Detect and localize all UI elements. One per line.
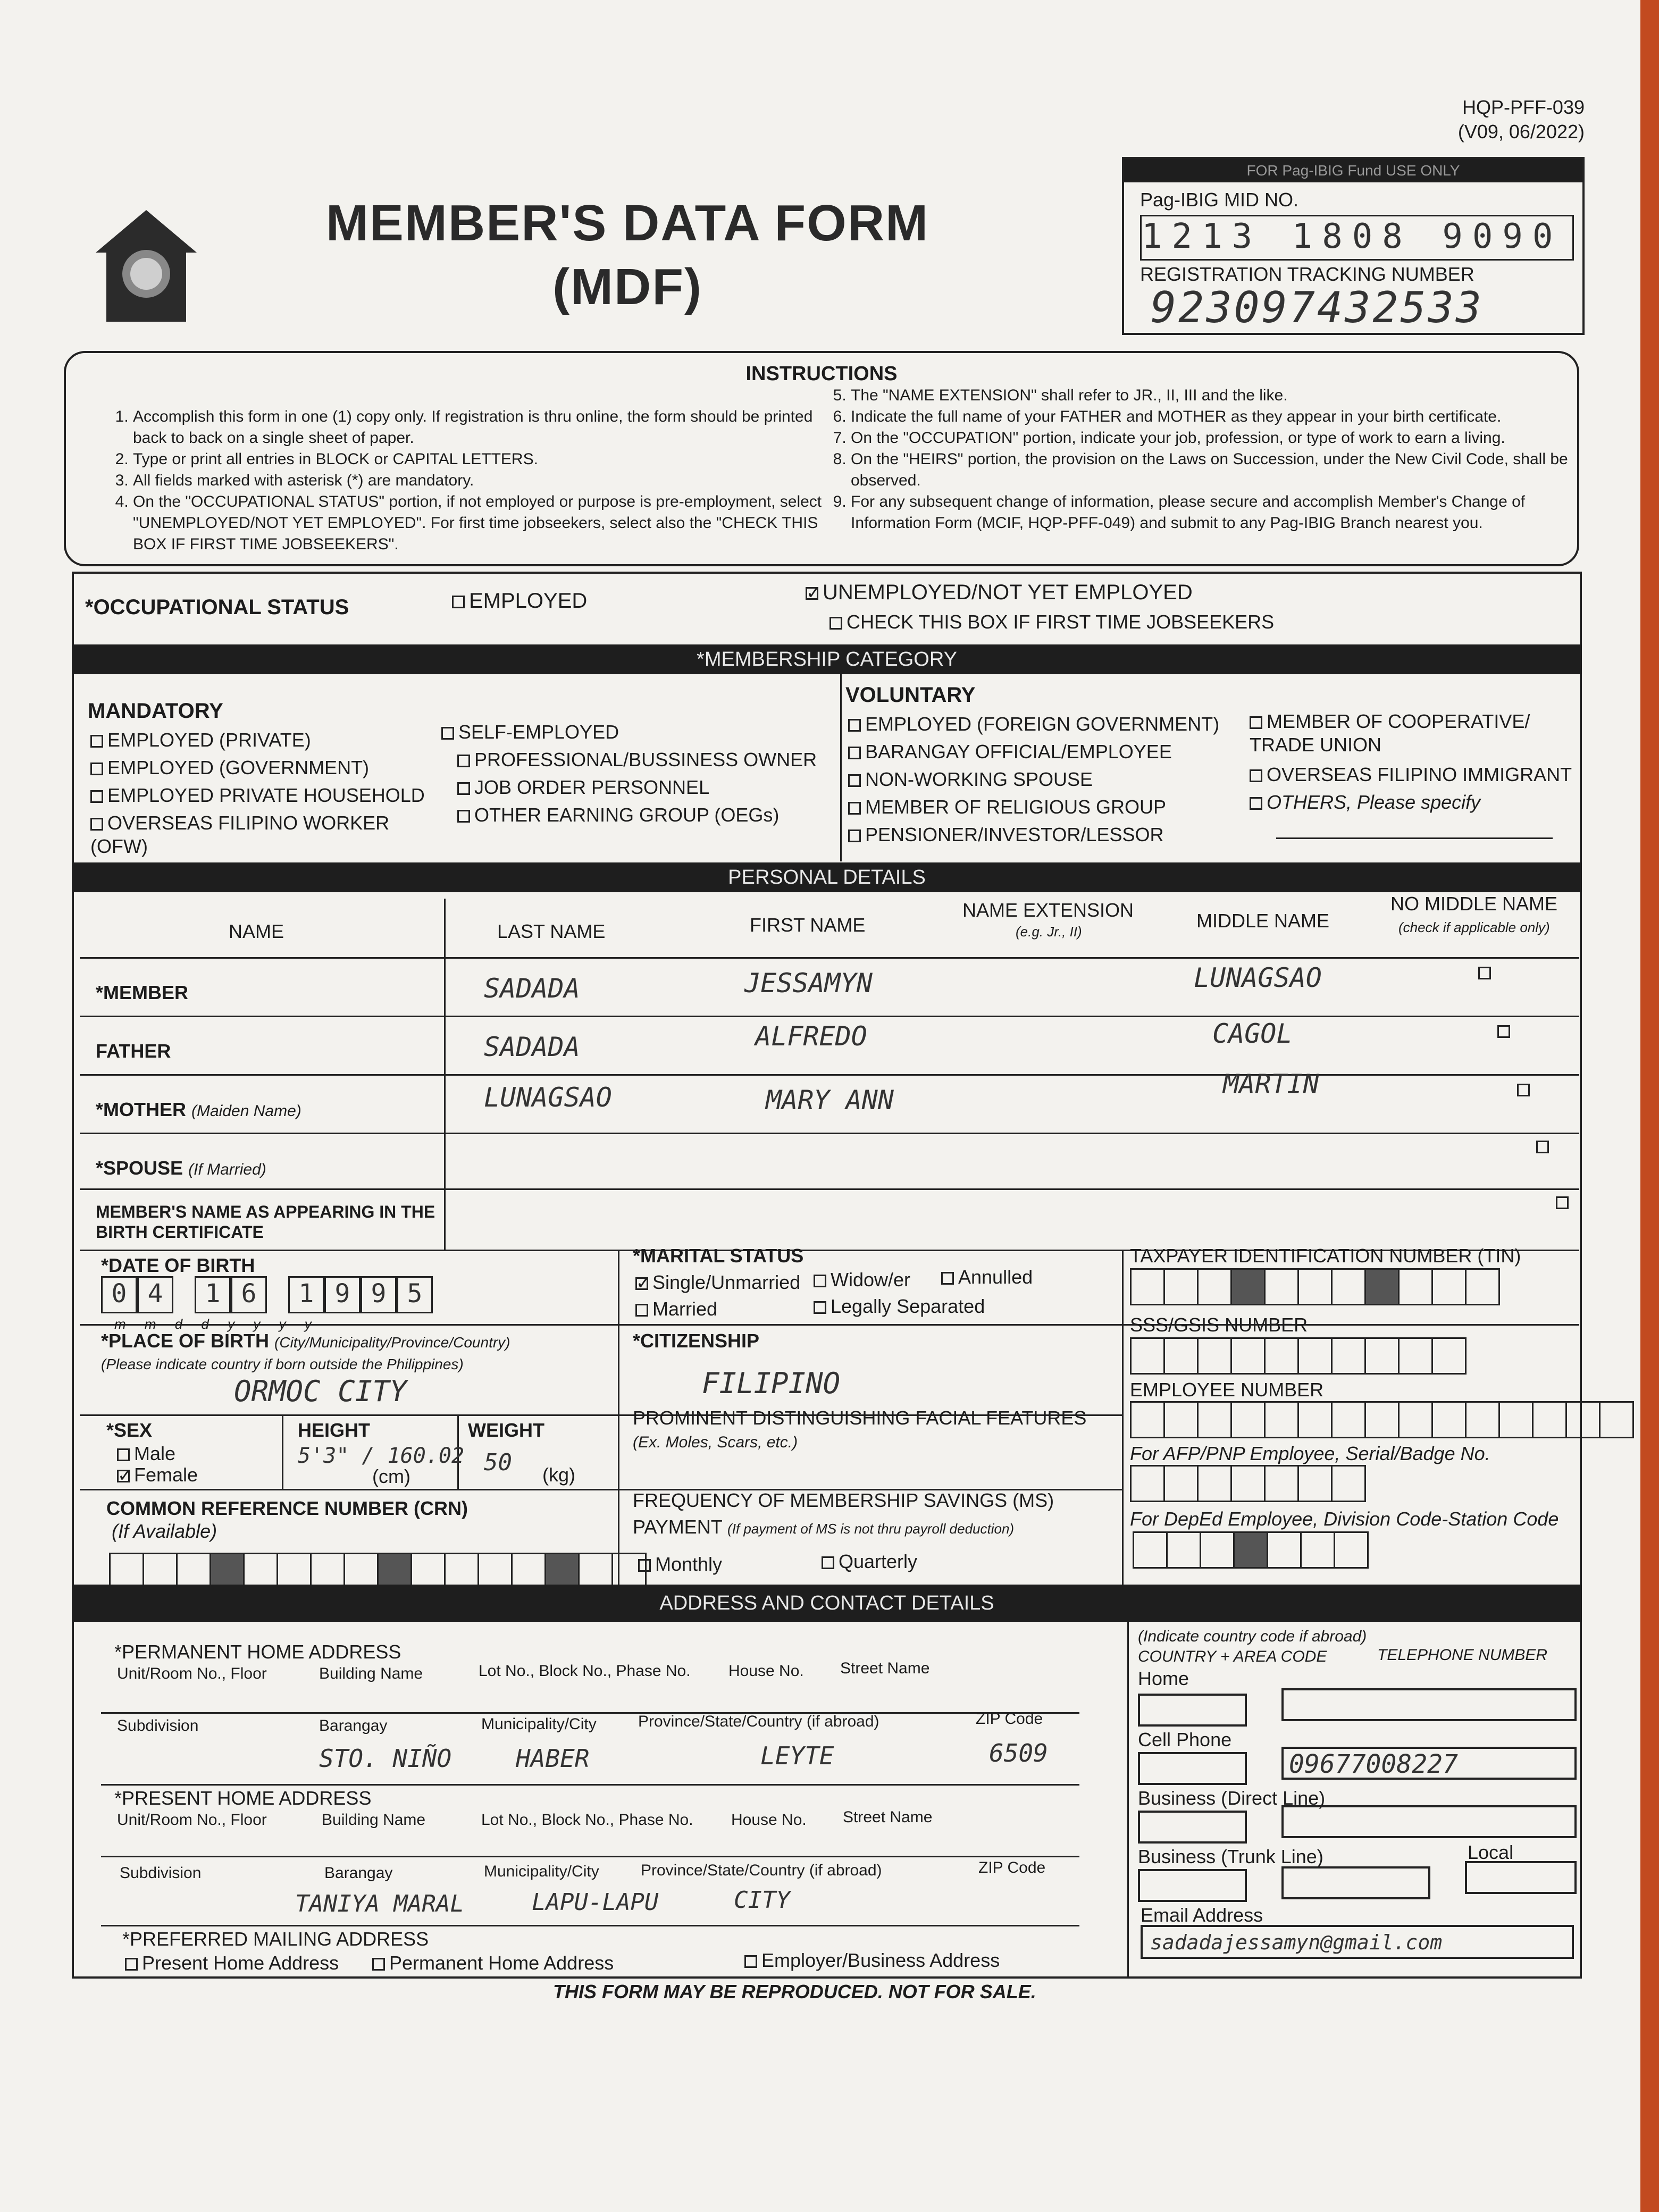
category-checkbox[interactable] (90, 818, 103, 831)
category-checkbox[interactable] (90, 763, 103, 775)
father-no-middle-checkbox[interactable] (1497, 1025, 1510, 1038)
category-option[interactable] (441, 803, 817, 831)
category-label: PROFESSIONAL/BUSSINESS OWNER (474, 749, 817, 770)
freq-hint: (If payment of MS is not thru payroll deduction) (727, 1521, 1015, 1537)
first-time-label: CHECK THIS BOX IF FIRST TIME JOBSEEKERS (847, 611, 1275, 633)
row-member-label: *MEMBER (96, 982, 189, 1003)
section-divider (1122, 1250, 1124, 1590)
rtn-label: REGISTRATION TRACKING NUMBER (1140, 263, 1474, 285)
member-no-middle-checkbox[interactable] (1478, 967, 1491, 979)
category-option[interactable] (848, 795, 1219, 823)
category-checkbox[interactable] (1250, 716, 1262, 729)
address-line (101, 1925, 1079, 1926)
voluntary-col2 (1250, 710, 1579, 818)
category-checkbox[interactable] (90, 735, 103, 748)
membership-divider (840, 674, 842, 861)
category-label: EMPLOYED (PRIVATE) (107, 729, 311, 751)
instruction-item: 7. On the "OCCUPATION" portion, indicate your job, profession, or type of work to earn a living. (851, 428, 1569, 449)
male-checkbox[interactable] (117, 1448, 130, 1461)
col-name: NAME (229, 920, 284, 942)
married-label: Married (652, 1298, 718, 1320)
spouse-no-middle-checkbox[interactable] (1536, 1141, 1549, 1153)
instruction-item: 3. All fields marked with asterisk (*) are mandatory. (133, 470, 824, 491)
crn-label: COMMON REFERENCE NUMBER (CRN) (106, 1497, 468, 1519)
category-option[interactable] (441, 720, 817, 748)
telephone-label: TELEPHONE NUMBER (1377, 1646, 1548, 1664)
pob-label-text: *PLACE OF BIRTH (101, 1330, 270, 1352)
mail-permanent-label: Permanent Home Address (389, 1952, 614, 1974)
address-line (101, 1784, 1079, 1786)
mail-present-label: Present Home Address (142, 1952, 339, 1974)
category-label: MEMBER OF RELIGIOUS GROUP (865, 796, 1167, 818)
instruction-item: 1. Accomplish this form in one (1) copy only. If registration is thru online, the form should be printed back to back on a single sheet of paper. (133, 406, 824, 449)
others-specify-line (1276, 837, 1553, 839)
mail-employer-label: Employer/Business Address (761, 1949, 1000, 1971)
perm-house-label: House No. (728, 1662, 804, 1680)
cell-label: Cell Phone (1138, 1729, 1232, 1750)
row-spouse-label (96, 1157, 266, 1182)
address-bar: ADDRESS AND CONTACT DETAILS (72, 1585, 1582, 1622)
category-checkbox[interactable] (848, 747, 861, 759)
pres-street-label: Street Name (843, 1808, 933, 1826)
pob-value: ORMOC CITY (234, 1375, 407, 1408)
row-father-label: FATHER (96, 1040, 171, 1062)
tin-boxes[interactable] (1130, 1268, 1498, 1305)
mail-permanent-checkbox[interactable] (372, 1958, 385, 1971)
category-label: EMPLOYED (GOVERNMENT) (107, 757, 370, 778)
freq-label2 (633, 1515, 1014, 1540)
mid-value: 1213 1808 9090 (1140, 215, 1574, 261)
mandatory-label: MANDATORY (88, 699, 223, 723)
perm-province-value: LEYTE (760, 1741, 834, 1770)
col-no-middle-hint: (check if applicable only) (1398, 919, 1550, 935)
category-option[interactable] (848, 740, 1219, 768)
quarterly-checkbox[interactable] (822, 1556, 834, 1569)
dob-digit[interactable]: 9 (361, 1276, 397, 1313)
pob-hint1: (City/Municipality/Province/Country) (274, 1334, 510, 1351)
category-option[interactable] (848, 713, 1219, 740)
name-row-line (80, 1133, 1579, 1134)
category-label: EMPLOYED (FOREIGN GOVERNMENT) (865, 713, 1220, 735)
contact-hint: (Indicate country code if abroad) (1138, 1628, 1367, 1645)
weight-unit: (kg) (542, 1464, 575, 1486)
category-checkbox[interactable] (848, 830, 861, 842)
col-middle-name: MIDDLE NAME (1196, 910, 1330, 932)
instructions-box (64, 351, 1579, 566)
country-area-label: COUNTRY + AREA CODE (1138, 1648, 1327, 1665)
male-label: Male (134, 1443, 176, 1464)
pres-municipality-label: Municipality/City (484, 1863, 599, 1880)
single-checkbox[interactable] (635, 1277, 648, 1290)
category-checkbox[interactable] (1250, 769, 1262, 782)
category-option[interactable] (441, 776, 817, 803)
email-input[interactable]: sadadajessamyn@gmail.com (1141, 1925, 1574, 1959)
employee-number-label: EMPLOYEE NUMBER (1130, 1379, 1324, 1401)
instructions-left-list (114, 406, 824, 555)
email-label: Email Address (1141, 1904, 1263, 1926)
pres-province-label: Province/State/Country (if abroad) (641, 1862, 882, 1879)
unemployed-label: UNEMPLOYED/NOT YET EMPLOYED (823, 581, 1193, 604)
sex-label: *SEX (106, 1419, 153, 1441)
category-label: OVERSEAS FILIPINO IMMIGRANT (1267, 764, 1572, 785)
category-label: PENSIONER/INVESTOR/LESSOR (865, 824, 1164, 845)
category-option[interactable] (90, 728, 425, 756)
instruction-item: 8. On the "HEIRS" portion, the provision on the Laws on Succession, under the New Civil Code, shall be observed. (851, 449, 1569, 491)
mail-employer-checkbox[interactable] (744, 1955, 757, 1968)
perm-barangay-label: Barangay (319, 1717, 388, 1735)
perm-barangay-value: STO. NIÑO (319, 1744, 452, 1773)
tin-label: TAXPAYER IDENTIFICATION NUMBER (TIN) (1130, 1245, 1521, 1267)
biz-direct-label: Business (Direct Line) (1138, 1787, 1326, 1809)
name-table (80, 893, 1579, 1250)
pob-hint2: (Please indicate country if born outside the Philippines) (101, 1356, 464, 1372)
widow-label: Widow/er (831, 1269, 911, 1291)
instruction-item: 9. For any subsequent change of information, please secure and accomplish Member's Change of Information Form (MCIF, HQP-PFF-049) and submit to any Pag-IBIG Branch nearest you. (851, 491, 1569, 534)
female-checkbox[interactable] (117, 1470, 130, 1482)
dob-digit[interactable]: 1 (288, 1276, 324, 1313)
category-checkbox[interactable] (1250, 797, 1262, 810)
first-time-checkbox[interactable] (830, 617, 842, 630)
form-version: (V09, 06/2022) (1457, 121, 1585, 143)
present-address-label: *PRESENT HOME ADDRESS (114, 1787, 372, 1809)
dob-digit[interactable]: 1 (195, 1276, 231, 1313)
perm-unit-label: Unit/Room No., Floor (117, 1665, 267, 1682)
category-option[interactable] (848, 823, 1219, 851)
pres-barangay-label: Barangay (324, 1864, 393, 1882)
category-label: OVERSEAS FILIPINO WORKER (OFW) (90, 812, 390, 857)
perm-zip-label: ZIP Code (976, 1710, 1043, 1728)
pres-province-value: CITY (734, 1887, 790, 1914)
weight-value: 50 (484, 1449, 512, 1476)
perm-street-label: Street Name (840, 1660, 930, 1677)
category-option[interactable] (1250, 710, 1579, 763)
category-checkbox[interactable] (441, 727, 454, 740)
annulled-option[interactable] (941, 1266, 1033, 1289)
spouse-label-hint: (If Married) (188, 1161, 266, 1178)
mother-label-text: *MOTHER (96, 1099, 186, 1120)
dob-digit[interactable]: 9 (324, 1276, 361, 1313)
pres-lot-label: Lot No., Block No., Phase No. (481, 1811, 693, 1829)
mother-no-middle-checkbox[interactable] (1517, 1084, 1530, 1096)
category-checkbox[interactable] (848, 719, 861, 732)
name-row-line (80, 1016, 1579, 1017)
perm-subdivision-label: Subdivision (117, 1717, 199, 1735)
height-value: 5'3" / 160.02 (298, 1444, 465, 1468)
membership-category-bar: *MEMBERSHIP CATEGORY (72, 644, 1582, 674)
address-line (101, 1856, 1079, 1857)
sss-boxes[interactable] (1130, 1337, 1465, 1375)
pres-barangay-value: TANIYA MARAL (295, 1890, 464, 1917)
category-checkbox[interactable] (457, 755, 470, 767)
citizenship-value: FILIPINO (702, 1367, 841, 1400)
category-checkbox[interactable] (848, 802, 861, 815)
cell-phone-input[interactable]: 09677008227 (1281, 1747, 1577, 1780)
office-use-box (1122, 157, 1585, 335)
biz-trunk-input[interactable] (1281, 1866, 1430, 1899)
mail-employer-option[interactable] (744, 1949, 1000, 1972)
widow-option[interactable] (814, 1268, 910, 1292)
pres-building-label: Building Name (322, 1811, 426, 1829)
instruction-item: 6. Indicate the full name of your FATHER and MOTHER as they appear in your birth certificate. (851, 406, 1569, 428)
weight-label: WEIGHT (468, 1419, 544, 1441)
father-first-name: ALFREDO (755, 1021, 867, 1052)
category-label: OTHER EARNING GROUP (OEGs) (474, 804, 780, 826)
category-checkbox[interactable] (457, 782, 470, 795)
occupational-status-label: *OCCUPATIONAL STATUS (85, 596, 349, 619)
mandatory-col2 (441, 720, 817, 831)
employed-option[interactable] (452, 589, 587, 613)
perm-province-label: Province/State/Country (if abroad) (638, 1713, 879, 1730)
quarterly-option[interactable] (822, 1550, 917, 1573)
mother-middle-name: MARTIN (1223, 1069, 1319, 1100)
cell-area-code-input[interactable] (1138, 1752, 1247, 1785)
single-option[interactable] (635, 1271, 800, 1294)
pres-zip-label: ZIP Code (978, 1859, 1046, 1876)
category-option[interactable] (1250, 763, 1579, 791)
mother-first-name: MARY ANN (766, 1085, 894, 1116)
freq-label: FREQUENCY OF MEMBERSHIP SAVINGS (MS) (633, 1489, 1054, 1511)
instructions-right-list (832, 385, 1569, 534)
mailing-address-label: *PREFERRED MAILING ADDRESS (122, 1928, 429, 1950)
citizenship-label: *CITIZENSHIP (633, 1330, 760, 1352)
name-row-line (80, 1188, 1579, 1190)
col-ext-hint: (e.g. Jr., II) (1016, 924, 1082, 940)
mail-present-option[interactable] (125, 1951, 339, 1975)
dob-boxes[interactable] (101, 1276, 433, 1313)
separated-option[interactable] (814, 1295, 985, 1318)
local-label: Local (1468, 1841, 1514, 1863)
category-checkbox[interactable] (90, 790, 103, 803)
single-label: Single/Unmarried (652, 1271, 801, 1293)
voluntary-label: VOLUNTARY (845, 683, 976, 707)
personal-details-bar: PERSONAL DETAILS (72, 862, 1582, 892)
address-line (101, 1712, 1079, 1714)
married-checkbox[interactable] (635, 1304, 648, 1317)
name-table-header-line (80, 957, 1579, 959)
perm-building-label: Building Name (319, 1665, 423, 1682)
form-title: MEMBER'S DATA FORM (325, 195, 929, 252)
pres-unit-label: Unit/Room No., Floor (117, 1811, 267, 1829)
features-label: PROMINENT DISTINGUISHING FACIAL FEATURES (633, 1407, 1087, 1429)
home-area-code-input[interactable] (1138, 1694, 1247, 1727)
afp-label: For AFP/PNP Employee, Serial/Badge No. (1130, 1443, 1490, 1464)
dob-label: *DATE OF BIRTH (101, 1254, 255, 1276)
biz-trunk-label: Business (Trunk Line) (1138, 1846, 1323, 1867)
pres-subdivision-label: Subdivision (120, 1864, 202, 1882)
monthly-option[interactable] (638, 1553, 722, 1576)
father-middle-name: CAGOL (1212, 1018, 1293, 1049)
monthly-label: Monthly (655, 1553, 723, 1575)
annulled-checkbox[interactable] (941, 1272, 954, 1285)
quarterly-label: Quarterly (839, 1551, 918, 1572)
category-label: BARANGAY OFFICIAL/EMPLOYEE (865, 741, 1172, 763)
employee-number-boxes[interactable] (1130, 1401, 1632, 1438)
separated-checkbox[interactable] (814, 1301, 826, 1314)
dob-digit[interactable]: 5 (397, 1276, 433, 1313)
mail-present-checkbox[interactable] (125, 1958, 138, 1971)
married-option[interactable] (635, 1297, 717, 1321)
unemployed-checkbox[interactable] (806, 587, 818, 600)
instruction-item: 2. Type or print all entries in BLOCK or CAPITAL LETTERS. (133, 449, 824, 470)
form-subtitle: (MDF) (552, 258, 702, 315)
address-divider (1127, 1622, 1129, 1978)
crn-hint: (If Available) (112, 1520, 217, 1542)
home-telephone-input[interactable] (1281, 1688, 1577, 1721)
sex-male-option[interactable] (117, 1442, 175, 1465)
pres-city-value: LAPU-LAPU (532, 1889, 659, 1916)
category-label: OTHERS, Please specify (1267, 791, 1481, 813)
category-option[interactable] (90, 811, 409, 857)
father-last-name: SADADA (484, 1032, 580, 1062)
permanent-address-label: *PERMANENT HOME ADDRESS (114, 1641, 401, 1663)
mandatory-col1 (90, 728, 425, 857)
background-edge (1640, 0, 1659, 2212)
form-code: HQP-PFF-039 (1462, 96, 1585, 118)
monthly-checkbox[interactable] (638, 1559, 651, 1572)
category-option[interactable] (441, 748, 817, 776)
marital-label: *MARITAL STATUS (633, 1245, 804, 1267)
afp-boxes[interactable] (1130, 1465, 1364, 1502)
row-birth-cert-label: MEMBER'S NAME AS APPEARING IN THE BIRTH CERTIFICATE (96, 1202, 435, 1242)
col-no-middle-name: NO MIDDLE NAME (1390, 893, 1558, 915)
dob-digit[interactable]: 0 (101, 1276, 137, 1313)
sex-female-option[interactable] (117, 1463, 198, 1487)
freq-label2-text: PAYMENT (633, 1516, 723, 1538)
sss-label: SSS/GSIS NUMBER (1130, 1314, 1308, 1336)
perm-lot-label: Lot No., Block No., Phase No. (479, 1662, 691, 1680)
annulled-label: Annulled (958, 1266, 1033, 1288)
deped-boxes[interactable] (1133, 1531, 1367, 1569)
col-name-extension: NAME EXTENSION (962, 899, 1134, 921)
sex-divider (282, 1414, 283, 1489)
perm-city-value: HABER (516, 1744, 590, 1773)
height-label: HEIGHT (298, 1419, 371, 1441)
instruction-item: 5. The "NAME EXTENSION" shall refer to JR., II, III and the like. (851, 385, 1569, 406)
dob-hint: m m d d y y y y (114, 1316, 312, 1332)
pag-ibig-house-logo-icon (90, 205, 202, 327)
category-checkbox[interactable] (848, 774, 861, 787)
category-option[interactable] (90, 784, 425, 811)
category-option[interactable] (848, 768, 1219, 795)
footer-note: THIS FORM MAY BE REPRODUCED. NOT FOR SALE. (553, 1981, 1036, 2002)
separated-label: Legally Separated (831, 1295, 985, 1317)
instructions-heading: INSTRUCTIONS (745, 363, 898, 385)
voluntary-col1 (848, 713, 1219, 851)
spouse-label-text: *SPOUSE (96, 1157, 183, 1179)
home-label: Home (1138, 1668, 1189, 1689)
instruction-item: 4. On the "OCCUPATIONAL STATUS" portion, if not employed or purpose is pre-employment, select "UNEMPLOYED/NOT YET EMPLOYED". For first time jobseekers, select also the "CHECK THIS BOX IF FIRST TIME JOBSEEKERS". (133, 491, 824, 555)
member-middle-name: LUNAGSAO (1194, 962, 1322, 993)
widow-checkbox[interactable] (814, 1275, 826, 1287)
unemployed-option[interactable] (806, 581, 1193, 604)
biz-direct-area-input[interactable] (1138, 1811, 1247, 1844)
row-mother-label (96, 1098, 301, 1123)
rtn-value: 923097432533 (1151, 283, 1484, 332)
col-first-name: FIRST NAME (750, 914, 866, 936)
category-label: MEMBER OF COOPERATIVE/ TRADE UNION (1250, 710, 1530, 756)
name-row-line (80, 1074, 1579, 1076)
biz-trunk-area-input[interactable] (1138, 1869, 1247, 1902)
mother-label-hint: (Maiden Name) (191, 1102, 301, 1120)
employed-label: EMPLOYED (469, 589, 588, 613)
pres-house-label: House No. (731, 1811, 807, 1829)
category-label: JOB ORDER PERSONNEL (474, 776, 710, 798)
deped-label: For DepEd Employee, Division Code-Station Code (1130, 1508, 1559, 1530)
local-input[interactable] (1465, 1861, 1577, 1894)
height-unit: (cm) (372, 1465, 410, 1487)
col-last-name: LAST NAME (497, 920, 606, 942)
first-time-jobseeker-option[interactable] (830, 610, 1274, 634)
category-label: SELF-EMPLOYED (458, 721, 619, 743)
employed-checkbox[interactable] (452, 596, 465, 608)
dob-digit[interactable]: 6 (231, 1276, 267, 1313)
category-option[interactable] (1250, 791, 1579, 818)
mid-label: Pag-IBIG MID NO. (1140, 189, 1299, 211)
category-label: EMPLOYED PRIVATE HOUSEHOLD (107, 784, 425, 806)
mother-last-name: LUNAGSAO (484, 1082, 612, 1113)
category-option[interactable] (90, 756, 425, 784)
biz-direct-input[interactable] (1281, 1805, 1577, 1838)
category-label: NON-WORKING SPOUSE (865, 768, 1093, 790)
perm-municipality-label: Municipality/City (481, 1715, 597, 1733)
pob-label (101, 1329, 510, 1354)
female-label: Female (134, 1464, 198, 1486)
mail-permanent-option[interactable] (372, 1951, 614, 1975)
dob-digit[interactable]: 4 (137, 1276, 173, 1313)
section-divider (618, 1250, 619, 1601)
birth-cert-no-middle-checkbox[interactable] (1556, 1196, 1569, 1209)
perm-zip-value: 6509 (989, 1739, 1048, 1767)
office-use-header: FOR Pag-IBIG Fund USE ONLY (1124, 159, 1582, 182)
category-checkbox[interactable] (457, 810, 470, 823)
member-first-name: JESSAMYN (744, 968, 873, 999)
features-hint: (Ex. Moles, Scars, etc.) (633, 1434, 798, 1451)
member-last-name: SADADA (484, 973, 580, 1004)
